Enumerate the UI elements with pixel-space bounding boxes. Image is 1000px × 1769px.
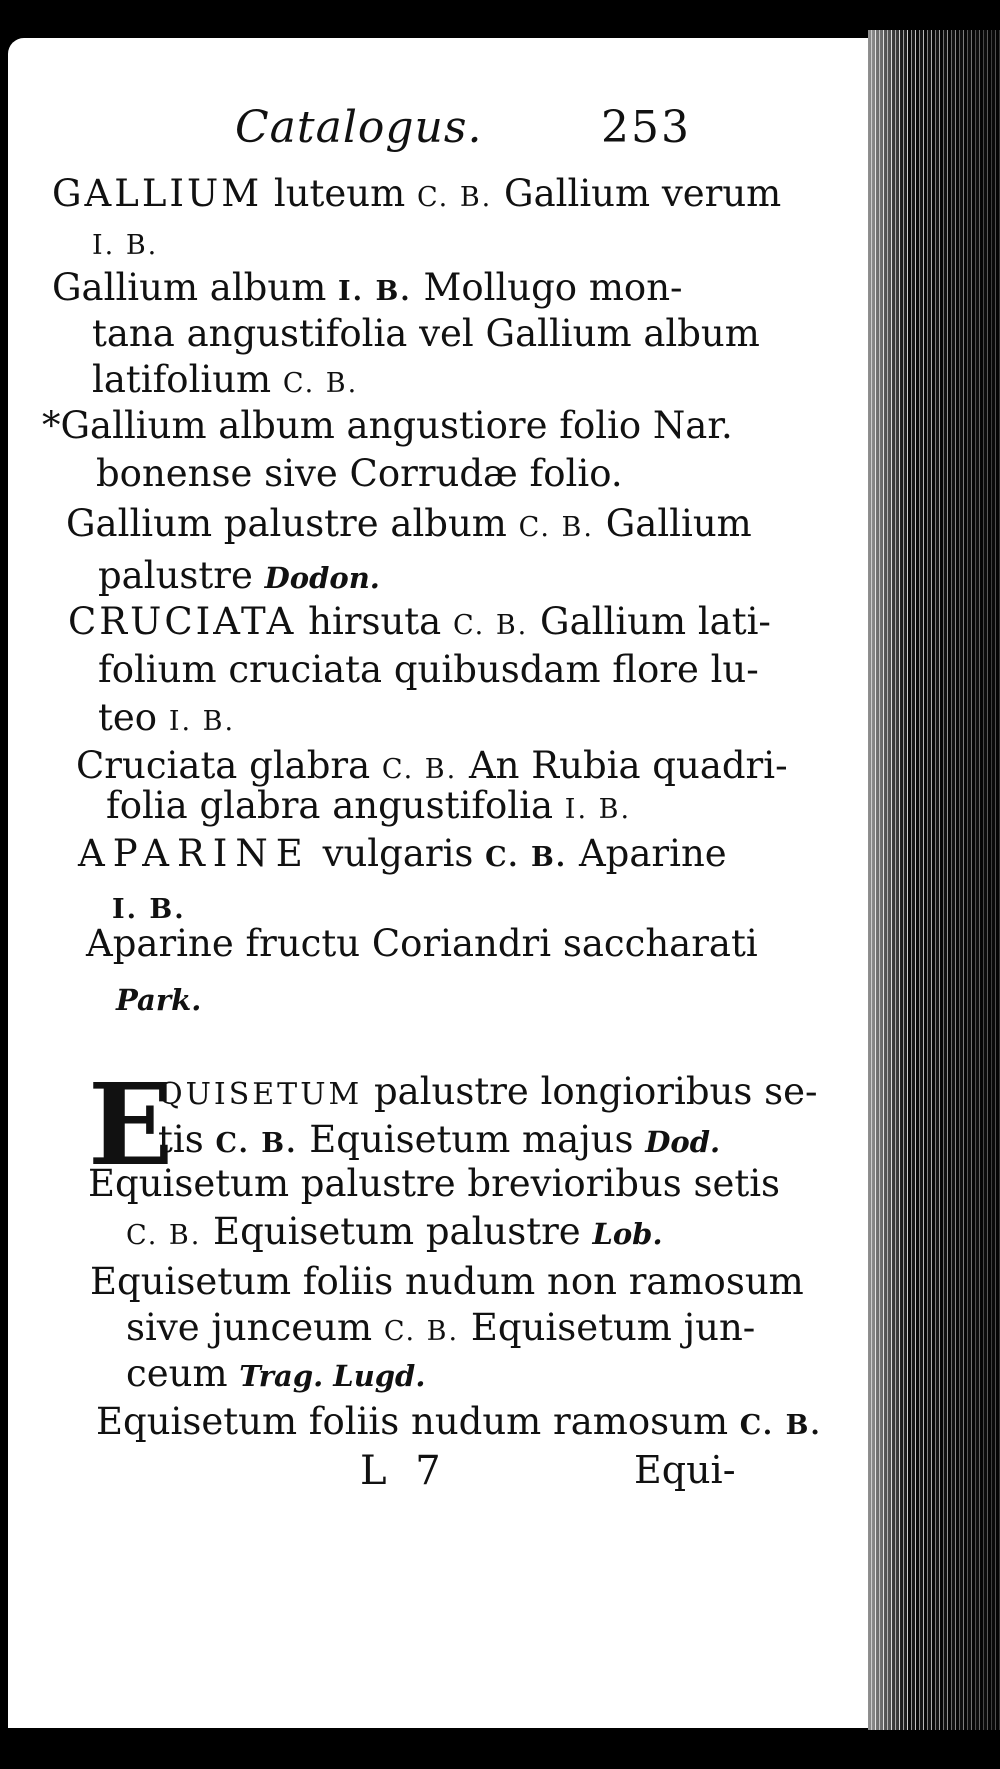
entry-text: folia glabra angustifolia [106,784,565,827]
author-abbr: C. B. [215,1128,298,1159]
catalog-entry [78,832,727,879]
drop-cap-initial: E [88,1060,174,1191]
catchword: Equi- [634,1448,736,1492]
catalog-entry [52,172,781,219]
author-abbr: C. B. [381,754,458,785]
catalog-entry-cont [96,452,623,495]
catalog-entry [42,404,733,447]
catalog-entry [158,1070,817,1116]
catalog-entry-cont [92,312,760,355]
entry-text: vulgaris [310,832,486,875]
entry-text: tana angustifolia vel Gallium album [92,312,760,355]
page-number: 253 [601,102,691,153]
entry-text: luteum [262,172,417,215]
entry-text: Gallium lati- [528,600,771,643]
entry-text: Equisetum palustre [201,1210,593,1253]
author-abbr: Lob. [592,1217,663,1251]
entry-text: palustre longioribus se- [362,1070,818,1113]
entry-text: ceum [126,1352,240,1395]
catalog-entry-cont [92,220,158,267]
author-abbr: C. B. [383,1316,460,1347]
catalog-entry [88,1162,780,1205]
author-abbr: C. B. [282,368,359,399]
entry-text: palustre [98,554,265,597]
entry-text: Equisetum foliis nudum ramosum [96,1400,740,1443]
entry-text: Equisetum foliis nudum non ramosum [90,1260,804,1303]
genus-name: GALLIUM [52,172,263,215]
catalog-entry [96,1400,822,1447]
author-abbr: I. B. [338,276,412,307]
catalog-entry-cont [98,554,380,600]
catalog-entry [90,1260,804,1303]
author-abbr: C. B. [485,842,568,873]
entry-text: Cruciata glabra [76,744,382,787]
entry-text: Gallium [593,502,752,545]
author-abbr: C. B. [739,1410,822,1441]
genus-name: CRUCIATA [68,600,297,643]
running-title: Catalogus. [235,102,483,153]
genus-name: APARINE [78,832,311,875]
catalog-entry-cont [92,358,358,405]
catalog-entry-cont [116,976,201,1022]
catalog-entry [52,266,683,313]
catalog-entry [68,600,771,647]
catalog-entry-cont [158,1118,720,1165]
author-abbr: Dod. [645,1125,721,1159]
entry-text: teo [98,696,169,739]
entry-text: hirsuta [296,600,453,643]
catalog-entry [86,922,758,965]
author-abbr: I. B. [112,894,186,925]
author-abbr: C. B. [452,610,529,641]
book-fore-edge [868,30,1000,1730]
author-abbr: I. B. [564,794,632,825]
entry-text: bonense sive Corrudæ folio. [96,452,623,495]
entry-text: Equisetum majus [297,1118,646,1161]
catalog-entry-cont [126,1352,425,1398]
entry-text: Equisetum palustre brevioribus setis [88,1162,781,1205]
genus-name: QUISETUM [158,1077,363,1112]
entry-text: Gallium verum [492,172,782,215]
entry-text: An Rubia quadri- [457,744,788,787]
author-abbr: I. B. [92,230,159,261]
catalog-entry-cont [126,1306,755,1353]
catalog-entry-cont [98,696,235,743]
author-abbr: C. B. [416,182,493,213]
author-abbr: C. B. [518,512,594,543]
entry-text: Gallium album [52,266,339,309]
author-abbr: Dodon. [264,561,380,595]
author-abbr: Park. [116,983,202,1017]
entry-text: *Gallium album angustiore folio Nar. [42,404,733,447]
entry-text: Mollugo mon- [411,266,683,309]
catalog-entry [66,502,752,549]
entry-text: Aparine [567,832,727,875]
signature-mark: L 7 [360,1448,449,1494]
entry-text: Aparine fructu Coriandri saccharati [86,922,758,965]
page-header [235,102,691,162]
author-abbr: Trag. Lugd. [239,1359,426,1393]
entry-text: Equisetum jun- [459,1306,756,1349]
entry-text: folium cruciata quibusdam flore lu- [98,648,759,691]
catalog-entry-cont [126,1210,663,1257]
entry-text: latifolium [92,358,283,401]
entry-text: tis [158,1118,216,1161]
author-abbr: I. B. [168,706,236,737]
catalog-entry-cont [98,648,759,691]
entry-text: Gallium palustre album [66,502,519,545]
catalog-entry-cont [106,784,631,831]
author-abbr: C. B. [126,1220,202,1251]
entry-text: sive junceum [126,1306,384,1349]
